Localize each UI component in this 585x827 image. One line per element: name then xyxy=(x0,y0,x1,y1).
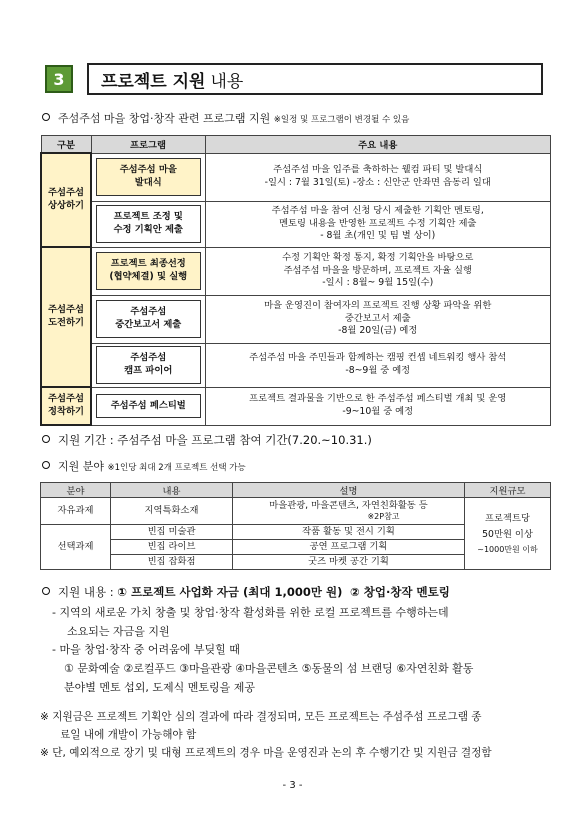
program-cell-festival xyxy=(91,387,205,425)
header-content: 내용 xyxy=(111,483,233,498)
table-row xyxy=(41,201,551,247)
group-label-line: 주섬주섬 xyxy=(48,187,84,199)
support-line xyxy=(42,584,450,600)
group-label-line: 정착하기 xyxy=(48,406,84,417)
header-content: 주요 내용 xyxy=(205,136,551,154)
header-program: 프로그램 xyxy=(91,136,205,154)
support-sub3-line1: ① 문화예술 ②로컬푸드 ③마을관광 ④마을콘텐츠 ⑤동물의 섬 브랜딩 ⑥자연친화 활동 xyxy=(64,662,474,676)
group-label-challenge xyxy=(41,247,91,387)
notes-block xyxy=(40,708,555,762)
circle-bullet-icon xyxy=(42,461,50,469)
scale-line: 50만원 이상 xyxy=(482,528,533,540)
program-line: 중간보고서 제출 xyxy=(115,319,182,330)
program-line: 주섬주섬 마을 xyxy=(119,164,177,176)
program-line: (협약체결) 및 실행 xyxy=(109,271,188,282)
table-row xyxy=(41,153,551,201)
section-title-rest: 내용 xyxy=(210,71,244,92)
field-desc: 작품 활동 및 전시 기획 xyxy=(233,525,465,540)
field-table-header xyxy=(41,483,551,498)
content-cell xyxy=(205,387,551,425)
table-row xyxy=(41,343,551,387)
program-cell-interim-report xyxy=(91,295,205,343)
content-line: 주섬주섬 마을을 방문하며, 프로젝트 자율 실행 xyxy=(283,264,472,276)
note-1-line2: 료일 내에 개발이 가능해야 함 xyxy=(60,729,197,741)
desc-note: ※2P참고 xyxy=(367,511,400,521)
circle-bullet-icon xyxy=(42,113,50,121)
content-line: - 8월 초(개인 및 팀 별 상이) xyxy=(320,230,436,242)
support-details xyxy=(52,604,552,697)
field-category-selected: 선택과제 xyxy=(41,525,111,570)
support-item-2: ② 창업·창작 멘토링 xyxy=(350,585,450,599)
page-number: - 3 - xyxy=(282,780,303,791)
content-line: 주섬주섬 마을 주민들과 함께하는 캠핑 컨셉 네트워킹 행사 참석 xyxy=(249,352,507,364)
support-sub1-line2: 소요되는 자금을 지원 xyxy=(67,624,170,638)
table-row xyxy=(41,498,551,525)
support-sub2: - 마을 창업·창작 중 어려움에 부딪힐 때 xyxy=(52,643,240,657)
program-line: 프로젝트 최종선정 xyxy=(110,258,186,270)
group-label-line: 상상하기 xyxy=(48,200,84,211)
field-note: ※1인당 최대 2개 프로젝트 선택 가능 xyxy=(107,463,246,473)
circle-bullet-icon xyxy=(42,435,50,443)
scale-line: ~1000만원 이하 xyxy=(477,544,538,554)
note-2: ※ 단, 예외적으로 장기 및 대형 프로젝트의 경우 마을 운영진과 논의 후 수행기간 및 지원금 결정함 xyxy=(40,747,492,759)
content-line: 주섬주섬 마을 입주를 축하하는 웰컴 파티 및 발대식 xyxy=(273,164,483,176)
content-cell xyxy=(205,201,551,247)
section-title-bold: 프로젝트 지원 xyxy=(101,71,206,92)
field-content: 빈집 미술관 xyxy=(111,525,233,540)
field-table xyxy=(40,482,551,570)
field-scale xyxy=(465,498,551,570)
support-sub1-line1: - 지역의 새로운 가치 창출 및 창업·창작 활성화를 위한 로컬 프로젝트를 수행하는데 xyxy=(52,606,449,619)
intro-line xyxy=(42,110,409,126)
field-content: 빈집 잡화점 xyxy=(111,555,233,570)
program-cell-final-selection xyxy=(91,247,205,295)
table-row xyxy=(41,387,551,425)
program-line: 주섬주섬 xyxy=(130,306,167,318)
program-line: 수정 기획안 제출 xyxy=(113,224,183,235)
content-line: 프로젝트 결과물을 기반으로 한 주섬주섬 페스티벌 개최 및 운영 xyxy=(249,393,507,405)
section-number-badge: 3 xyxy=(45,65,73,93)
group-label-line: 도전하기 xyxy=(48,317,84,328)
content-cell xyxy=(205,247,551,295)
period-line xyxy=(42,432,372,448)
content-cell xyxy=(205,295,551,343)
field-desc-free xyxy=(233,498,465,525)
table-row xyxy=(41,295,551,343)
program-cell-revise xyxy=(91,201,205,247)
note-1-line1: ※ 지원금은 프로젝트 기획안 심의 결과에 따라 결정되며, 모든 프로젝트는 주섬주섬 프로그램 종 xyxy=(40,711,482,723)
group-label-settle xyxy=(41,387,91,425)
field-category-free: 자유과제 xyxy=(41,498,111,525)
content-cell xyxy=(205,343,551,387)
content-line: 마을 운영진이 참여자의 프로젝트 진행 상황 파악을 위한 xyxy=(264,300,492,312)
intro-text: 주섬주섬 마을 창업·창작 관련 프로그램 지원 xyxy=(58,112,271,125)
program-cell-campfire xyxy=(91,343,205,387)
content-line: -일시 : 8월~ 9월 15일(수) xyxy=(322,277,434,289)
field-desc: 공연 프로그램 기획 xyxy=(233,540,465,555)
table-row xyxy=(41,247,551,295)
content-line: 중간보고서 제출 xyxy=(344,312,411,324)
content-line: -8~9월 중 예정 xyxy=(345,365,411,376)
support-item-1: ① 프로젝트 사업화 자금 (최대 1,000만 원) xyxy=(117,585,343,599)
group-label-imagine xyxy=(41,153,91,247)
program-table xyxy=(40,135,551,426)
desc-line: 마을관광, 마을콘텐츠, 자연친화활동 등 xyxy=(269,499,428,511)
period-text: 지원 기간 : 주섬주섬 마을 프로그램 참여 기간(7.20.~10.31.) xyxy=(58,433,372,447)
content-line: 주섬주섬 마을 참여 신청 당시 제출한 기획안 멘토링, xyxy=(271,205,484,217)
program-line: 발대식 xyxy=(134,177,162,188)
program-line: 주섬주섬 xyxy=(130,352,167,364)
field-text: 지원 분야 xyxy=(58,460,105,473)
intro-note: ※일정 및 프로그램이 변경될 수 있음 xyxy=(273,115,410,125)
header-scale: 지원규모 xyxy=(465,483,551,498)
program-line: 캠프 파이어 xyxy=(124,365,173,376)
field-content: 빈집 라이브 xyxy=(111,540,233,555)
support-sub3-line2: 분야별 멘토 섭외, 도제식 멘토링을 제공 xyxy=(64,680,255,694)
support-label: 지원 내용 : xyxy=(58,585,118,599)
scale-line: 프로젝트당 xyxy=(485,513,530,525)
content-line: -9~10월 중 예정 xyxy=(342,406,414,417)
field-content-free: 지역특화소재 xyxy=(111,498,233,525)
program-table-header xyxy=(41,136,551,154)
header-description: 설명 xyxy=(233,483,465,498)
circle-bullet-icon xyxy=(42,587,50,595)
content-line: 수정 기획안 확정 통지, 확정 기획안을 바탕으로 xyxy=(282,252,474,264)
content-line: -일시 : 7월 31일(토) -장소 : 신안군 안좌면 읍동리 일대 xyxy=(264,177,491,188)
content-line: -8월 20일(금) 예정 xyxy=(338,325,418,337)
content-line: 멘토링 내용을 반영한 프로젝트 수정 기획안 제출 xyxy=(279,217,477,229)
program-line: 주섬주섬 페스티벌 xyxy=(110,399,186,411)
group-label-line: 주섬주섬 xyxy=(48,304,84,316)
program-cell-launch xyxy=(91,153,205,201)
program-line: 프로젝트 조정 및 xyxy=(113,211,183,223)
field-desc: 굿즈 마켓 공간 기획 xyxy=(233,555,465,570)
header-category: 구분 xyxy=(41,136,91,154)
header-field: 분야 xyxy=(41,483,111,498)
content-cell xyxy=(205,153,551,201)
section-title xyxy=(87,63,543,95)
field-line xyxy=(42,458,246,474)
group-label-line: 주섬주섬 xyxy=(48,393,84,405)
